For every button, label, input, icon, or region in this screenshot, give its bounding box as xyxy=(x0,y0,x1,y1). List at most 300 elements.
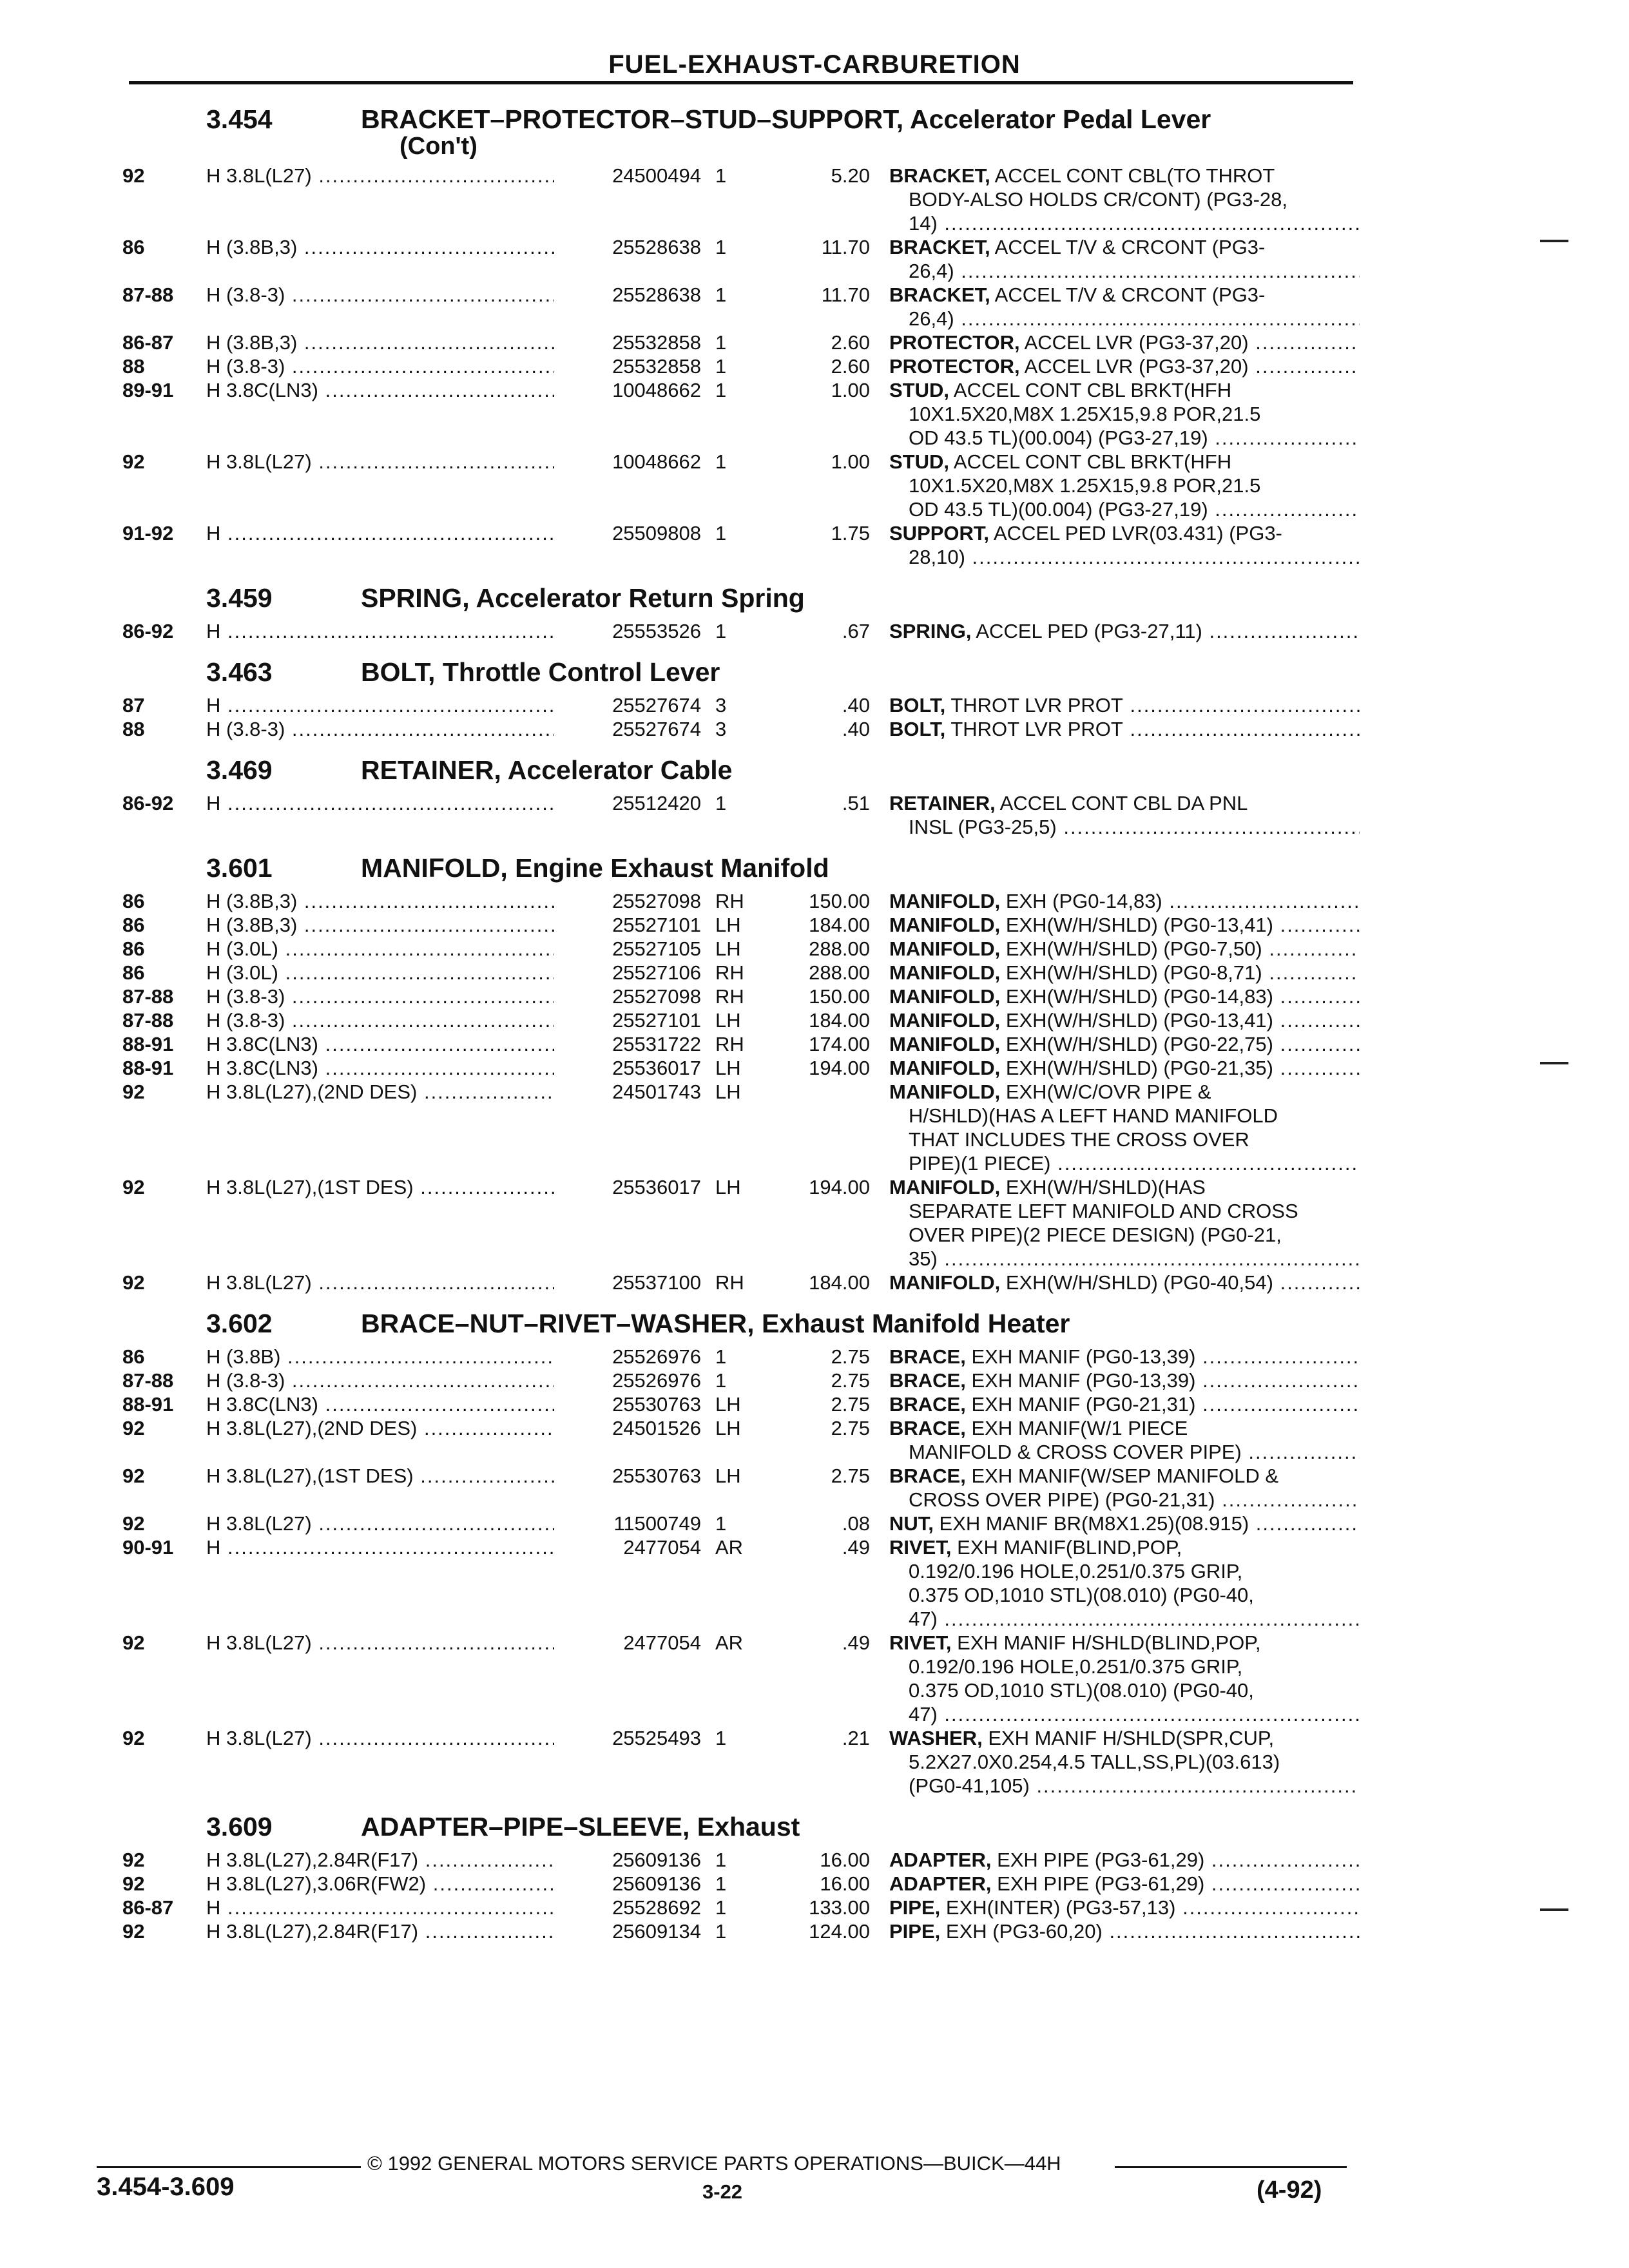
part-name: BRACKET, xyxy=(889,236,990,258)
description-text: EXH MANIF (PG0-21,31) xyxy=(971,1393,1196,1416)
description-line xyxy=(889,717,1360,741)
price: 288.00 xyxy=(809,961,870,984)
part-number: 25527674 xyxy=(554,717,701,741)
description-line: 26,4) ..... xyxy=(889,259,1360,283)
quantity: 1 xyxy=(715,355,727,378)
description-line: 28,10) ..... xyxy=(889,545,1360,569)
quantity: 1 xyxy=(715,1345,727,1368)
part-row xyxy=(122,1032,1360,1056)
part-number: 10048662 xyxy=(554,450,701,474)
footer-date: (4-92) xyxy=(1257,2177,1322,2204)
model-engine-text: H 3.8L(L27),3.06R(FW2) xyxy=(206,1872,427,1895)
description-text: EXH(W/H/SHLD) (PG0-13,41) xyxy=(1005,1009,1273,1032)
description-line xyxy=(889,1919,1360,1943)
part-row xyxy=(122,1416,1360,1464)
quantity: LH xyxy=(715,1465,741,1487)
part-number: 25528692 xyxy=(554,1896,701,1919)
part-row xyxy=(122,1369,1360,1392)
section-description: Throttle Control Lever xyxy=(442,657,720,687)
quantity: 1 xyxy=(715,379,727,401)
model-engine-text: H (3.8B,3) xyxy=(206,236,298,258)
footer-rule-left xyxy=(97,2166,361,2168)
description-line: PIPE)(1 PIECE) ..... xyxy=(889,1151,1360,1175)
price: .67 xyxy=(842,620,870,642)
part-name: PROTECTOR, xyxy=(889,355,1020,378)
price: 1.00 xyxy=(831,450,870,473)
section-number: 3.601 xyxy=(206,853,273,883)
part-number: 2477054 xyxy=(554,1535,701,1559)
model-year: 91-92 xyxy=(122,522,174,544)
price: 133.00 xyxy=(809,1896,870,1919)
section-title xyxy=(361,755,732,785)
header-rule xyxy=(129,81,1353,84)
part-number: 25527098 xyxy=(554,889,701,913)
part-row xyxy=(122,1345,1360,1369)
section-header xyxy=(122,750,1360,791)
quantity: 1 xyxy=(715,284,727,306)
footer-copyright: © 1992 GENERAL MOTORS SERVICE PARTS OPERATIONS—BUICK—44H xyxy=(367,2152,1061,2175)
price: 174.00 xyxy=(809,1033,870,1055)
part-description xyxy=(889,1535,1360,1631)
part-number: 25526976 xyxy=(554,1369,701,1392)
description-line xyxy=(889,1896,1360,1919)
part-number: 25525493 xyxy=(554,1726,701,1750)
price: .49 xyxy=(842,1536,870,1559)
model-engine-text: H 3.8L(L27),(2ND DES) xyxy=(206,1081,418,1103)
part-row xyxy=(122,1464,1360,1512)
description-line: THAT INCLUDES THE CROSS OVER xyxy=(909,1128,1249,1151)
description-line: INSL (PG3-25,5) ..... xyxy=(889,815,1360,839)
model-engine-text: H 3.8L(L27) xyxy=(206,1271,312,1294)
part-row xyxy=(122,1535,1360,1631)
description-text: ACCEL PED LVR(03.431) (PG3- xyxy=(993,522,1282,544)
description-text: THROT LVR PROT xyxy=(950,718,1123,740)
quantity: 1 xyxy=(715,1727,727,1749)
price: 1.00 xyxy=(831,379,870,401)
description-line xyxy=(889,1056,1360,1080)
model-year: 87-88 xyxy=(122,1369,174,1392)
model-year: 86 xyxy=(122,914,145,936)
description-line xyxy=(889,521,1360,545)
description-line xyxy=(889,354,1360,378)
price: 11.70 xyxy=(821,236,870,258)
margin-tick xyxy=(1540,1062,1568,1064)
model-year: 92 xyxy=(122,1920,145,1943)
description-text: EXH MANIF (PG0-13,39) xyxy=(971,1345,1196,1368)
model-year: 92 xyxy=(122,1176,145,1198)
price: 184.00 xyxy=(809,1271,870,1294)
model-engine-text: H xyxy=(206,1536,221,1559)
model-year: 86-87 xyxy=(122,1896,174,1919)
part-name: SPRING, xyxy=(889,620,972,642)
description-text: ACCEL LVR (PG3-37,20) xyxy=(1024,331,1249,354)
price: 288.00 xyxy=(809,937,870,960)
quantity: RH xyxy=(715,961,744,984)
model-year: 92 xyxy=(122,1727,145,1749)
part-row xyxy=(122,1008,1360,1032)
part-name: MANIFOLD, xyxy=(889,1009,1001,1032)
description-text: EXH(W/H/SHLD) (PG0-13,41) xyxy=(1005,914,1273,936)
model-year: 86 xyxy=(122,1345,145,1368)
part-row xyxy=(122,937,1360,961)
part-number: 25526976 xyxy=(554,1345,701,1369)
model-engine-text: H 3.8L(L27),(1ST DES) xyxy=(206,1176,414,1198)
margin-tick xyxy=(1540,240,1568,242)
part-description xyxy=(889,619,1360,643)
description-line xyxy=(889,693,1360,717)
price: 194.00 xyxy=(809,1176,870,1198)
model-year: 87-88 xyxy=(122,284,174,306)
description-line xyxy=(889,1631,1360,1655)
quantity: LH xyxy=(715,914,741,936)
section-header xyxy=(122,848,1360,889)
price: .49 xyxy=(842,1631,870,1654)
price: .40 xyxy=(842,694,870,716)
part-row xyxy=(122,164,1360,235)
price: 2.60 xyxy=(831,331,870,354)
part-row xyxy=(122,354,1360,378)
part-number: 25537100 xyxy=(554,1271,701,1294)
description-line xyxy=(889,1872,1360,1896)
part-name: RETAINER, xyxy=(889,792,996,814)
model-engine-text: H 3.8L(L27),(2ND DES) xyxy=(206,1417,418,1439)
part-row xyxy=(122,1726,1360,1798)
part-description xyxy=(889,450,1360,521)
description-line: 47) ..... xyxy=(889,1702,1360,1726)
quantity: AR xyxy=(715,1536,744,1559)
part-row xyxy=(122,1631,1360,1726)
model-year: 92 xyxy=(122,1872,145,1895)
quantity: 1 xyxy=(715,1872,727,1895)
part-row xyxy=(122,235,1360,283)
model-engine-text: H 3.8L(L27),2.84R(F17) xyxy=(206,1849,419,1871)
part-description xyxy=(889,1056,1360,1080)
model-year: 92 xyxy=(122,1081,145,1103)
part-number: 10048662 xyxy=(554,378,701,402)
model-engine-text: H 3.8C(LN3) xyxy=(206,1057,318,1079)
description-text: THROT LVR PROT xyxy=(950,694,1123,716)
part-description xyxy=(889,961,1360,985)
description-text: ACCEL CONT CBL DA PNL xyxy=(999,792,1248,814)
section-description: Engine Exhaust Manifold xyxy=(515,853,829,883)
model-year: 86 xyxy=(122,890,145,912)
part-description xyxy=(889,1872,1360,1896)
price: .08 xyxy=(842,1512,870,1535)
part-name: ADAPTER, xyxy=(889,1849,992,1871)
description-text: ACCEL CONT CBL(TO THROT xyxy=(994,164,1275,187)
part-description xyxy=(889,889,1360,913)
part-name: RIVET, xyxy=(889,1536,952,1559)
section-title-main: ADAPTER–PIPE–SLEEVE, xyxy=(361,1812,690,1841)
model-engine-text: H (3.8B) xyxy=(206,1345,281,1368)
quantity: LH xyxy=(715,1393,741,1416)
description-line: 10X1.5X20,M8X 1.25X15,9.8 POR,21.5 xyxy=(909,474,1261,497)
description-line xyxy=(889,1535,1360,1559)
section-title xyxy=(361,104,1211,135)
description-text: EXH PIPE (PG3-61,29) xyxy=(997,1849,1205,1871)
part-description xyxy=(889,1416,1360,1464)
part-number: 25532858 xyxy=(554,331,701,354)
section-description: Exhaust xyxy=(697,1812,800,1841)
model-engine-text: H (3.0L) xyxy=(206,961,278,984)
quantity: 3 xyxy=(715,694,727,716)
part-number: 25527106 xyxy=(554,961,701,985)
quantity: RH xyxy=(715,890,744,912)
model-engine-text: H (3.8B,3) xyxy=(206,890,298,912)
part-number: 25530763 xyxy=(554,1392,701,1416)
part-number: 25609136 xyxy=(554,1872,701,1896)
section-title xyxy=(361,657,720,687)
model-year: 86 xyxy=(122,961,145,984)
part-description xyxy=(889,1848,1360,1872)
part-number: 25509808 xyxy=(554,521,701,545)
model-engine-text: H (3.8B,3) xyxy=(206,914,298,936)
part-name: BRACE, xyxy=(889,1393,966,1416)
page-title: FUEL-EXHAUST-CARBURETION xyxy=(608,50,1021,79)
description-text: ACCEL CONT CBL BRKT(HFH xyxy=(953,379,1232,401)
model-engine-text: H (3.8-3) xyxy=(206,1009,285,1032)
section-description: Accelerator Return Spring xyxy=(476,583,805,613)
model-year: 92 xyxy=(122,1631,145,1654)
part-description xyxy=(889,1896,1360,1919)
quantity: 1 xyxy=(715,1369,727,1392)
model-engine-text: H (3.8-3) xyxy=(206,284,285,306)
part-number: 25527674 xyxy=(554,693,701,717)
model-year: 87-88 xyxy=(122,1009,174,1032)
model-engine-text: H (3.8-3) xyxy=(206,718,285,740)
part-name: MANIFOLD, xyxy=(889,1057,1001,1079)
section-header xyxy=(122,99,1360,164)
part-number: 24501526 xyxy=(554,1416,701,1440)
description-text: EXH MANIF BR(M8X1.25)(08.915) xyxy=(939,1512,1249,1535)
description-line xyxy=(889,1345,1360,1369)
description-line: MANIFOLD & CROSS COVER PIPE) ..... xyxy=(889,1440,1360,1464)
model-engine-text: H xyxy=(206,620,221,642)
section-description: Accelerator Cable xyxy=(507,755,733,785)
model-year: 92 xyxy=(122,450,145,473)
description-line xyxy=(889,913,1360,937)
part-name: MANIFOLD, xyxy=(889,1271,1001,1294)
description-line: BODY-ALSO HOLDS CR/CONT) (PG3-28, xyxy=(909,188,1287,211)
part-description xyxy=(889,235,1360,283)
description-line xyxy=(889,1848,1360,1872)
part-description xyxy=(889,913,1360,937)
description-text: EXH MANIF H/SHLD(BLIND,POP, xyxy=(957,1631,1261,1654)
part-number: 25609136 xyxy=(554,1848,701,1872)
description-line xyxy=(889,1369,1360,1392)
description-text: EXH(W/H/SHLD) (PG0-8,71) xyxy=(1005,961,1262,984)
part-row xyxy=(122,1080,1360,1175)
footer-page-number: 3-22 xyxy=(702,2180,743,2203)
part-name: NUT, xyxy=(889,1512,934,1535)
part-row xyxy=(122,1848,1360,1872)
section-title-main: MANIFOLD, xyxy=(361,853,508,883)
part-number: 25527098 xyxy=(554,985,701,1008)
price: 184.00 xyxy=(809,1009,870,1032)
description-line: 26,4) ..... xyxy=(889,307,1360,331)
description-text: EXH(W/H/SHLD) (PG0-40,54) xyxy=(1005,1271,1273,1294)
model-engine-text: H 3.8L(L27),2.84R(F17) xyxy=(206,1920,419,1943)
price: 2.75 xyxy=(831,1393,870,1416)
quantity: RH xyxy=(715,985,744,1008)
model-engine-text: H (3.0L) xyxy=(206,937,278,960)
part-row xyxy=(122,1512,1360,1535)
part-name: BRACE, xyxy=(889,1345,966,1368)
description-line xyxy=(889,283,1360,307)
description-line: 14) ..... xyxy=(889,211,1360,235)
section-description: Accelerator Pedal Lever xyxy=(910,104,1211,134)
part-row xyxy=(122,1271,1360,1294)
model-engine-text: H 3.8L(L27),(1ST DES) xyxy=(206,1465,414,1487)
part-name: MANIFOLD, xyxy=(889,914,1001,936)
model-year: 88-91 xyxy=(122,1393,174,1416)
model-year: 92 xyxy=(122,1849,145,1871)
part-number: 25536017 xyxy=(554,1175,701,1199)
price: 150.00 xyxy=(809,985,870,1008)
model-year: 87 xyxy=(122,694,145,716)
quantity: 3 xyxy=(715,718,727,740)
section-title-main: RETAINER, xyxy=(361,755,501,785)
description-text: EXH(W/H/SHLD) (PG0-7,50) xyxy=(1005,937,1262,960)
part-number: 25531722 xyxy=(554,1032,701,1056)
part-number: 25527101 xyxy=(554,1008,701,1032)
description-text: EXH(W/C/OVR PIPE & xyxy=(1005,1081,1211,1103)
description-line xyxy=(889,961,1360,985)
part-name: PROTECTOR, xyxy=(889,331,1020,354)
description-line xyxy=(889,937,1360,961)
description-line xyxy=(889,1008,1360,1032)
part-row xyxy=(122,619,1360,643)
part-description xyxy=(889,1008,1360,1032)
description-text: EXH PIPE (PG3-61,29) xyxy=(997,1872,1205,1895)
section-title xyxy=(361,1812,800,1842)
description-line: OD 43.5 TL)(00.004) (PG3-27,19) ..... xyxy=(889,497,1360,521)
section-title xyxy=(361,853,829,883)
part-number: 25536017 xyxy=(554,1056,701,1080)
part-description xyxy=(889,331,1360,354)
description-text: EXH(INTER) (PG3-57,13) xyxy=(945,1896,1176,1919)
description-line xyxy=(889,1512,1360,1535)
model-year: 88-91 xyxy=(122,1057,174,1079)
model-engine-text: H xyxy=(206,792,221,814)
part-name: MANIFOLD, xyxy=(889,961,1001,984)
part-name: STUD, xyxy=(889,450,949,473)
model-engine-text: H 3.8C(LN3) xyxy=(206,1393,318,1416)
description-text: EXH MANIF (PG0-13,39) xyxy=(971,1369,1196,1392)
part-row xyxy=(122,717,1360,741)
description-text: ACCEL LVR (PG3-37,20) xyxy=(1024,355,1249,378)
part-description xyxy=(889,791,1360,839)
quantity: 1 xyxy=(715,792,727,814)
part-row xyxy=(122,331,1360,354)
quantity: 1 xyxy=(715,1920,727,1943)
model-year: 88 xyxy=(122,355,145,378)
model-year: 86-92 xyxy=(122,792,174,814)
price: 16.00 xyxy=(820,1849,870,1871)
description-line xyxy=(889,985,1360,1008)
price: 124.00 xyxy=(809,1920,870,1943)
part-description xyxy=(889,1032,1360,1056)
model-year: 92 xyxy=(122,1465,145,1487)
part-number: 24500494 xyxy=(554,164,701,187)
part-description xyxy=(889,283,1360,331)
quantity: 1 xyxy=(715,1849,727,1871)
section-title xyxy=(361,583,805,613)
part-number: 25553526 xyxy=(554,619,701,643)
description-text: EXH(W/H/SHLD)(HAS xyxy=(1005,1176,1206,1198)
model-year: 92 xyxy=(122,1512,145,1535)
description-text: EXH(W/H/SHLD) (PG0-22,75) xyxy=(1005,1033,1273,1055)
part-name: MANIFOLD, xyxy=(889,1081,1001,1103)
part-row xyxy=(122,889,1360,913)
part-name: BRACKET, xyxy=(889,164,990,187)
part-number: 11500749 xyxy=(554,1512,701,1535)
part-row xyxy=(122,1392,1360,1416)
description-line xyxy=(889,619,1360,643)
part-number: 25527105 xyxy=(554,937,701,961)
price: 2.75 xyxy=(831,1417,870,1439)
section-number: 3.602 xyxy=(206,1309,273,1338)
part-row xyxy=(122,1872,1360,1896)
description-line: 0.192/0.196 HOLE,0.251/0.375 GRIP, xyxy=(909,1655,1243,1678)
model-engine-text: H 3.8L(L27) xyxy=(206,1727,312,1749)
part-row xyxy=(122,1896,1360,1919)
part-row xyxy=(122,961,1360,985)
part-number: 25609134 xyxy=(554,1919,701,1943)
part-description xyxy=(889,1369,1360,1392)
model-engine-text: H xyxy=(206,694,221,716)
quantity: 1 xyxy=(715,1896,727,1919)
description-line: H/SHLD)(HAS A LEFT HAND MANIFOLD xyxy=(909,1104,1278,1127)
section-header xyxy=(122,578,1360,619)
section-description: Exhaust Manifold Heater xyxy=(761,1309,1070,1338)
section-title xyxy=(361,1309,1070,1339)
quantity: 1 xyxy=(715,1512,727,1535)
price: .21 xyxy=(842,1727,870,1749)
part-description xyxy=(889,354,1360,378)
section-number: 3.463 xyxy=(206,657,273,687)
model-engine-text: H (3.8-3) xyxy=(206,355,285,378)
parts-list xyxy=(122,90,1360,1943)
part-name: BOLT, xyxy=(889,718,946,740)
description-line: 5.2X27.0X0.254,4.5 TALL,SS,PL)(03.613) xyxy=(909,1751,1280,1773)
quantity: LH xyxy=(715,937,741,960)
section-number: 3.469 xyxy=(206,755,273,785)
description-line xyxy=(889,164,1360,187)
part-description xyxy=(889,1631,1360,1726)
quantity: LH xyxy=(715,1009,741,1032)
description-line xyxy=(889,1032,1360,1056)
description-text: EXH(W/H/SHLD) (PG0-21,35) xyxy=(1005,1057,1273,1079)
description-text: ACCEL CONT CBL BRKT(HFH xyxy=(953,450,1232,473)
section-header xyxy=(122,652,1360,693)
part-name: MANIFOLD, xyxy=(889,890,1001,912)
model-year: 92 xyxy=(122,1271,145,1294)
part-description xyxy=(889,1919,1360,1943)
part-row xyxy=(122,1056,1360,1080)
price: 184.00 xyxy=(809,914,870,936)
model-engine-text: H 3.8C(LN3) xyxy=(206,379,318,401)
part-description xyxy=(889,1271,1360,1294)
description-line xyxy=(889,889,1360,913)
part-description xyxy=(889,985,1360,1008)
part-name: STUD, xyxy=(889,379,949,401)
description-text: EXH MANIF H/SHLD(SPR,CUP, xyxy=(988,1727,1275,1749)
quantity: 1 xyxy=(715,522,727,544)
model-engine-text: H 3.8L(L27) xyxy=(206,164,312,187)
model-engine-text: H (3.8-3) xyxy=(206,1369,285,1392)
part-number: 25528638 xyxy=(554,235,701,259)
